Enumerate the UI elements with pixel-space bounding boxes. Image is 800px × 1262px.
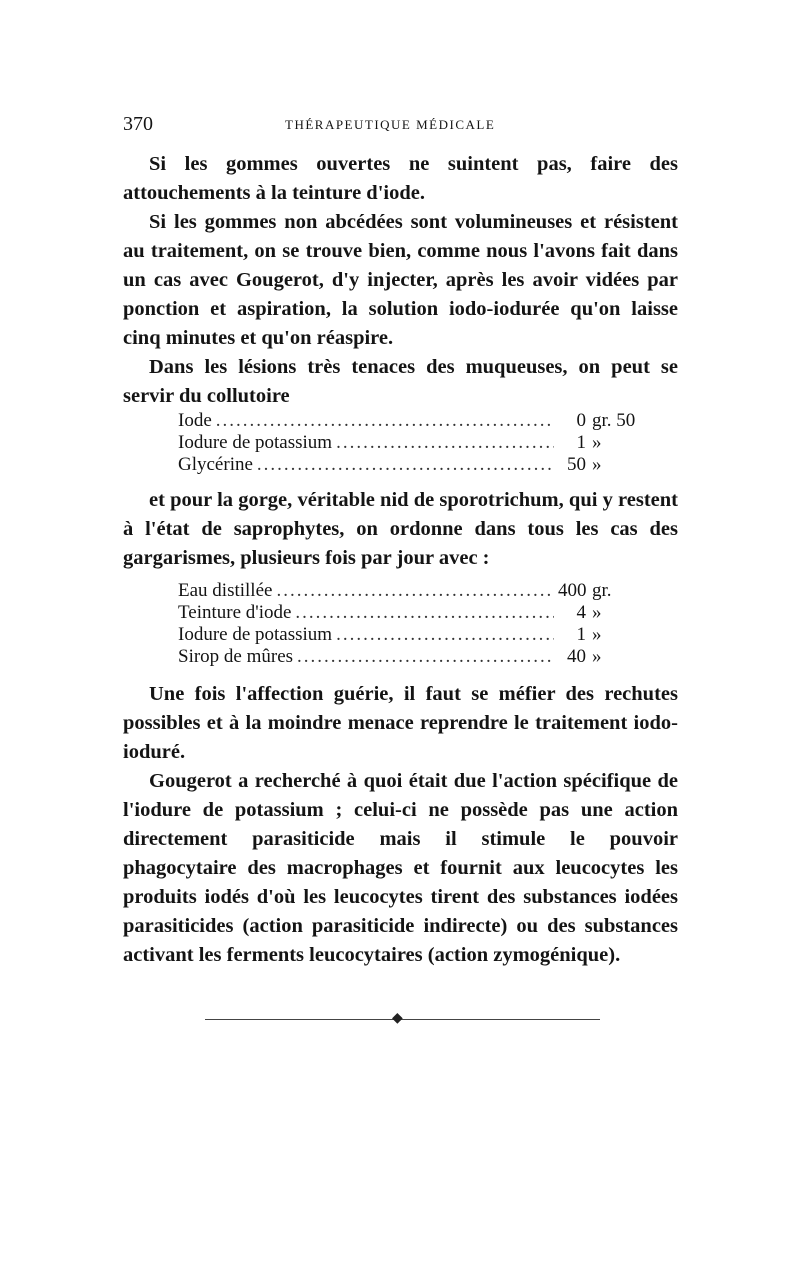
gargarisme-formula xyxy=(178,580,638,668)
intro-text xyxy=(123,150,678,411)
ingredient-name: Iodure de potassium xyxy=(178,624,333,645)
page-header xyxy=(123,113,678,139)
formula-row xyxy=(178,624,638,646)
leader-dots xyxy=(257,454,554,476)
ingredient-unit: » xyxy=(592,624,602,645)
ingredient-name: Iode xyxy=(178,410,212,431)
running-title: THÉRAPEUTIQUE MÉDICALE xyxy=(285,117,496,132)
paragraph-4: et pour la gorge, véritable nid de sporotrichum, qui y restent à l'état de saprophytes, on ordonne dans tous les cas des gargarismes, plusieurs fois par jour avec : xyxy=(123,489,678,569)
ingredient-name: Sirop de mûres xyxy=(178,646,294,667)
ingredient-quantity: 0 xyxy=(576,410,586,431)
gorge-text xyxy=(123,486,678,573)
ingredient-unit: » xyxy=(592,602,602,623)
ingredient-unit: gr. xyxy=(592,580,612,601)
paragraph-2: Si les gommes non abcédées sont volumineuses et résistent au traitement, on se trouve bien, comme nous l'avons fait dans un cas avec Gougerot, d'y injecter, après les avoir vidées par ponction et aspiration, la solution iodo-iodurée qu'on laisse cinq minutes et qu'on réaspire. xyxy=(123,211,678,349)
leader-dots xyxy=(297,646,554,668)
ingredient-quantity: 1 xyxy=(576,624,586,645)
ingredient-quantity: 4 xyxy=(576,602,586,623)
ingredient-name: Eau distillée xyxy=(178,580,273,601)
ingredient-unit: » xyxy=(592,646,602,667)
formula-row xyxy=(178,646,638,668)
ingredient-unit: gr. 50 xyxy=(592,410,636,431)
ingredient-name: Iodure de potassium xyxy=(178,432,333,453)
ingredient-name: Glycérine xyxy=(178,454,253,475)
leader-dots xyxy=(295,602,554,624)
diamond-ornament-icon: ◆ xyxy=(392,1010,403,1026)
leader-dots xyxy=(276,580,554,602)
collutoire-formula xyxy=(178,410,638,476)
ingredient-name: Teinture d'iode xyxy=(178,602,292,623)
paragraph-1: Si les gommes ouvertes ne suintent pas, faire des attouchements à la teinture d'iode. xyxy=(123,153,678,204)
formula-row xyxy=(178,602,638,624)
page-number: 370 xyxy=(123,113,153,135)
ingredient-quantity: 400 xyxy=(558,580,587,601)
formula-row xyxy=(178,410,638,432)
paragraph-6: Gougerot a recherché à quoi était due l'action spécifique de l'iodure de potassium ; celui-ci ne possède pas une action directement parasiticide mais il stimule le pouvoir phagocytaire des macrophages et fournit aux leucocytes les produits iodés d'où les leucocytes tirent des substances iodées parasiticides (action parasiticide indirecte) ou des substances activant les ferments leucocytaires (action zymogénique). xyxy=(123,770,678,966)
closing-text xyxy=(123,680,678,970)
paragraph-3: Dans les lésions très tenaces des muqueuses, on peut se servir du collutoire xyxy=(123,356,678,407)
paragraph-5: Une fois l'affection guérie, il faut se méfier des rechutes possibles et à la moindre menace reprendre le traitement iodo-ioduré. xyxy=(123,683,678,763)
formula-row xyxy=(178,580,638,602)
leader-dots xyxy=(336,432,554,454)
leader-dots xyxy=(216,410,554,432)
ingredient-quantity: 50 xyxy=(567,454,586,475)
leader-dots xyxy=(336,624,554,646)
formula-row xyxy=(178,454,638,476)
ingredient-quantity: 40 xyxy=(567,646,586,667)
ingredient-quantity: 1 xyxy=(576,432,586,453)
formula-row xyxy=(178,432,638,454)
ingredient-unit: » xyxy=(592,432,602,453)
ingredient-unit: » xyxy=(592,454,602,475)
